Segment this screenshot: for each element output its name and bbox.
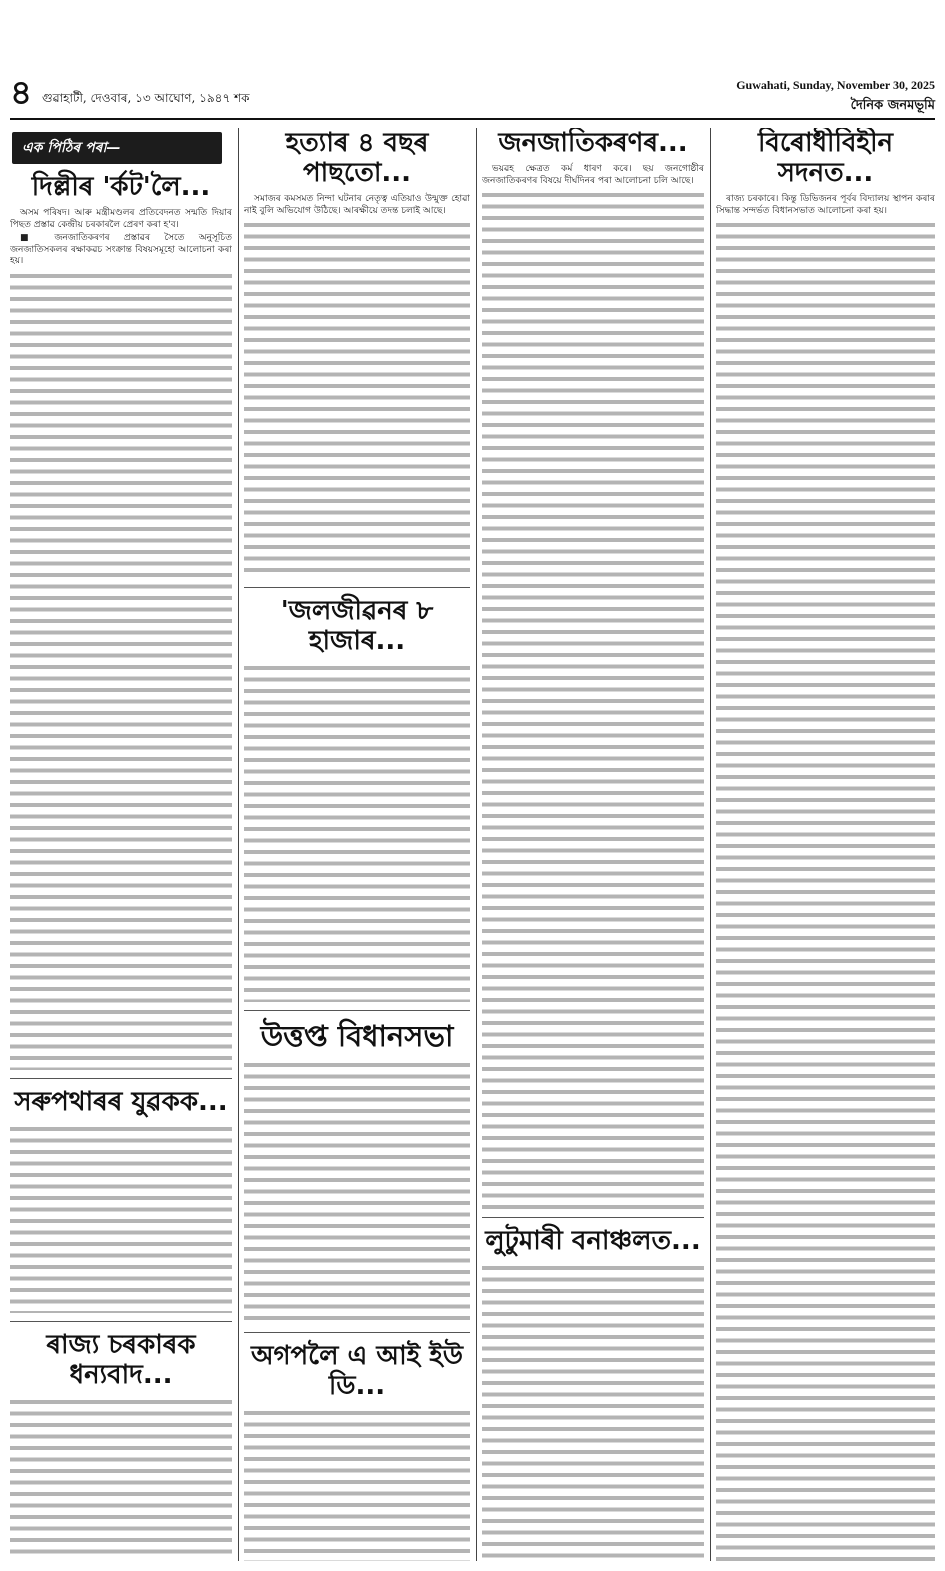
page-number: ৪ [10, 73, 33, 113]
text-lines [10, 1396, 232, 1562]
date-assamese: গুৱাহাটী, দেওবাৰ, ১৩ আঘোণ, ১৯৪৭ শক [42, 91, 250, 105]
delhi-body [10, 208, 232, 1070]
article-divider [482, 1217, 704, 1218]
text-lines [244, 219, 470, 579]
text-lines [244, 1059, 470, 1324]
text-lines [10, 270, 232, 1070]
aiudf-body [244, 1407, 470, 1561]
text-lines [716, 219, 935, 1561]
text-lines [482, 189, 704, 1209]
article-divider [10, 1321, 232, 1322]
column-divider [476, 128, 477, 1561]
text-lines [244, 662, 470, 1002]
article-divider [244, 1332, 470, 1333]
unopposed-headline: বিৰোধীবিহীন সদনত... [757, 128, 894, 188]
text-lines [244, 1407, 470, 1561]
janajati-headline: জনজাতিকৰণৰ... [498, 128, 688, 158]
delhi-headline: দিল্লীৰ 'ৰ্কট'লৈ... [31, 172, 211, 202]
column-divider [238, 128, 239, 1561]
date-english: Guwahati, Sunday, November 30, 2025 [736, 78, 935, 92]
thanks-headline: ৰাজ্য চৰকাৰক ধন্যবাদ... [46, 1329, 196, 1390]
paper-name: দৈনিক জনমভূমি [850, 98, 935, 113]
janajati-paragraph: ভয়ৱহ ক্ষেত্ৰত কৰ্ম ধাৰণ কৰে। ছয় জনগোষ্ঠীৰ জনজাতিকৰণৰ বিষয়ে দীৰ্ঘদিনৰ পৰা আলোচনা চলি আছে। [482, 164, 704, 186]
aiudf-headline: অগপলৈ এ আই ইউ ডি... [250, 1341, 464, 1401]
thanks-body [10, 1396, 232, 1562]
janajati-body [482, 164, 704, 1209]
delhi-paragraph: ■ জনজাতিকৰণৰ প্ৰস্তাৱৰ সৈতে অনুসূচিত জনজাতিসকলৰ ৰক্ষাকৱচ সংক্ৰান্ত বিষয়সমূহো আলোচনা কৰা হয়। [10, 233, 232, 266]
reward-headline: সৰুপথাৰৰ যুৱকক... [14, 1086, 228, 1117]
column-divider [710, 128, 711, 1561]
continued-banner: এক পিঠিৰ পৰা— [12, 132, 222, 164]
uttapta-body [244, 1059, 470, 1324]
page-header [10, 73, 935, 120]
article-divider [244, 1010, 470, 1011]
text-lines [482, 1262, 704, 1561]
murder-paragraph: সমাজৰ কমসমত নিন্দা ঘটনাৰ নেতৃত্ব এতিয়াও উন্মুক্ত হোৱা নাই বুলি অভিযোগ উঠিছে। আৰক্ষীয়ে তদন্ত চলাই আছে। [244, 194, 470, 216]
text-lines [10, 1123, 232, 1313]
jaljiban-body [244, 662, 470, 1002]
column-3 [482, 128, 704, 1561]
unopposed-body [716, 194, 935, 1561]
uttapta-headline: উত্তপ্ত বিধানসভা [260, 1019, 454, 1053]
plunder-body [482, 1262, 704, 1561]
murder-headline: হত্যাৰ ৪ বছৰ পাছতো... [285, 128, 429, 188]
delhi-paragraph: অসম পৰিষদ। আৰু মন্ত্ৰীমণ্ডলৰ প্ৰতিবেদনত সন্মতি দিয়াৰ পিছত প্ৰস্তাৱ কেন্দ্ৰীয় চৰকাৰলৈ প্ৰেৰণ কৰা হ'ব। [10, 208, 232, 230]
jaljiban-headline: 'জলজীৱনৰ ৮ হাজাৰ... [280, 596, 434, 656]
plunder-headline: লুটুমাৰী বনাঞ্চলত... [485, 1226, 701, 1256]
column-1 [10, 128, 232, 1561]
column-2 [244, 128, 470, 1561]
article-divider [10, 1078, 232, 1079]
murder-body [244, 194, 470, 579]
column-4 [716, 128, 935, 1561]
article-divider [244, 587, 470, 588]
reward-body [10, 1123, 232, 1313]
unopposed-paragraph: ৰাজ্য চৰকাৰে। কিন্তু ডিভিজনৰ পূৰ্বৰ বিদ্যালয় স্থাপন কৰাৰ সিদ্ধান্ত সন্দৰ্ভত বিধানসভাত আলোচনা কৰা হয়। [716, 194, 935, 216]
